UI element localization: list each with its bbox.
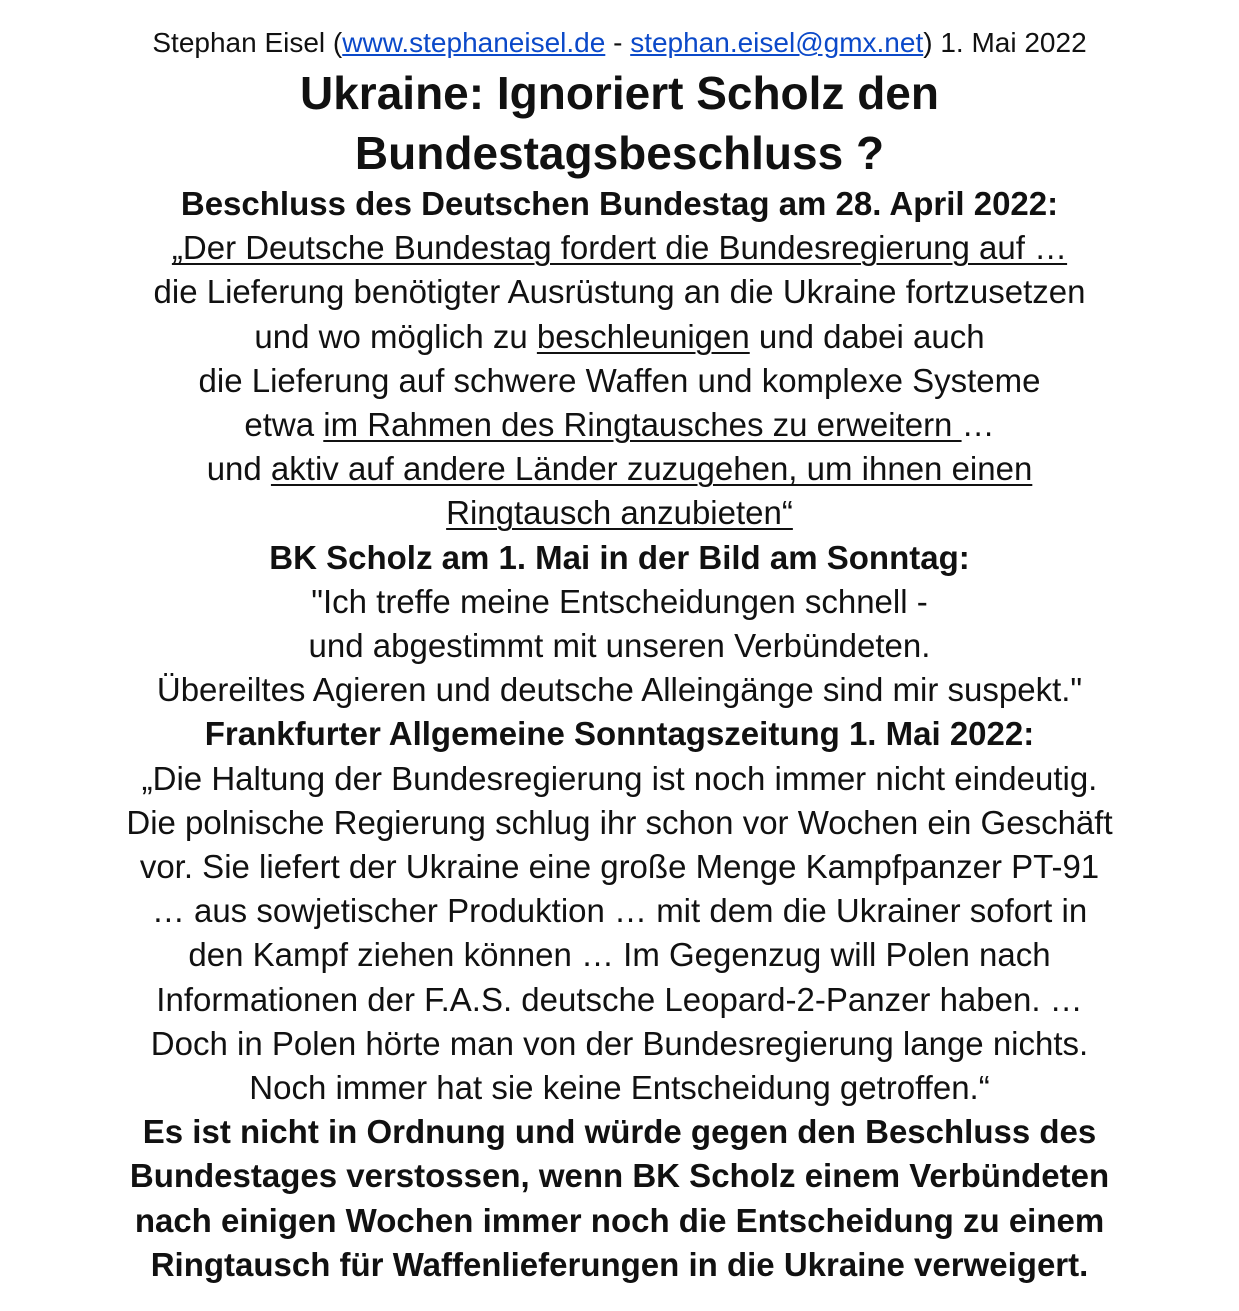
bundestag-quote-line: „Der Deutsche Bundestag fordert die Bundesregierung auf … — [171, 229, 1068, 267]
bundestag-quote-line: die Lieferung auf schwere Waffen und komplexe Systeme — [198, 361, 1041, 399]
header-date: ) 1. Mai 2022 — [923, 27, 1087, 58]
fas-quote-line: den Kampf ziehen können … Im Gegenzug will Polen nach — [188, 936, 1051, 974]
author-name: Stephan Eisel ( — [152, 27, 343, 58]
fas-quote-line: Noch immer hat sie keine Entscheidung getroffen.“ — [249, 1069, 990, 1107]
scholz-quote-line: "Ich treffe meine Entscheidungen schnell - — [311, 582, 928, 620]
fas-quote-line: Informationen der F.A.S. deutsche Leopard-2-Panzer haben. … — [156, 980, 1083, 1018]
conclusion-line: nach einigen Wochen immer noch die Entscheidung zu einem — [134, 1201, 1105, 1239]
quote-text: und — [206, 450, 271, 488]
header-line — [0, 24, 1239, 62]
underlined-text: im Rahmen des Ringtausches zu erweitern — [323, 406, 962, 444]
bundestag-quote-line: die Lieferung benötigter Ausrüstung an die Ukraine fortzusetzen — [153, 273, 1086, 311]
header-separator: - — [605, 27, 631, 58]
scholz-quote-line: Übereiltes Agieren und deutsche Alleingänge sind mir suspekt." — [156, 671, 1083, 709]
fas-quote-line: Die polnische Regierung schlug ihr schon vor Wochen ein Geschäft — [126, 803, 1113, 841]
quote-text: … — [961, 406, 995, 444]
page-title-line-1: Ukraine: Ignoriert Scholz den — [300, 67, 939, 119]
fas-heading: Frankfurter Allgemeine Sonntagszeitung 1. Mai 2022: — [204, 715, 1035, 753]
fas-quote-line: vor. Sie liefert der Ukraine eine große Menge Kampfpanzer PT-91 — [139, 848, 1100, 886]
scholz-heading: BK Scholz am 1. Mai in der Bild am Sonntag: — [269, 538, 970, 576]
fas-quote-line: Doch in Polen hörte man von der Bundesregierung lange nichts. — [150, 1024, 1089, 1062]
scholz-quote-line: und abgestimmt mit unseren Verbündeten. — [308, 627, 931, 665]
bundestag-heading: Beschluss des Deutschen Bundestag am 28. April 2022: — [180, 185, 1059, 222]
quote-text: etwa — [244, 406, 324, 444]
conclusion-line: Bundestages verstossen, wenn BK Scholz einem Verbündeten — [129, 1157, 1110, 1195]
fas-quote-line: … aus sowjetischer Produktion … mit dem die Ukrainer sofort in — [151, 892, 1088, 930]
fas-quote-line: „Die Haltung der Bundesregierung ist noch immer nicht eindeutig. — [141, 759, 1098, 797]
bundestag-quote-line — [0, 403, 1239, 447]
website-link[interactable]: www.stephaneisel.de — [342, 27, 606, 58]
page-title-line-2: Bundestagsbeschluss ? — [354, 127, 885, 179]
quote-text: und dabei auch — [749, 317, 985, 355]
email-link[interactable]: stephan.eisel@gmx.net — [630, 27, 924, 58]
underlined-text: beschleunigen — [536, 317, 750, 355]
quote-text: und wo möglich zu — [254, 317, 537, 355]
underlined-text: aktiv auf andere Länder zuzugehen, um ihnen einen — [270, 450, 1033, 488]
bundestag-quote-line: Ringtausch anzubieten“ — [446, 494, 793, 532]
conclusion-line: Es ist nicht in Ordnung und würde gegen den Beschluss des — [142, 1113, 1097, 1151]
bundestag-quote-line — [0, 315, 1239, 359]
conclusion-line: Ringtausch für Waffenlieferungen in die Ukraine verweigert. — [150, 1245, 1089, 1283]
bundestag-quote-line — [0, 447, 1239, 491]
